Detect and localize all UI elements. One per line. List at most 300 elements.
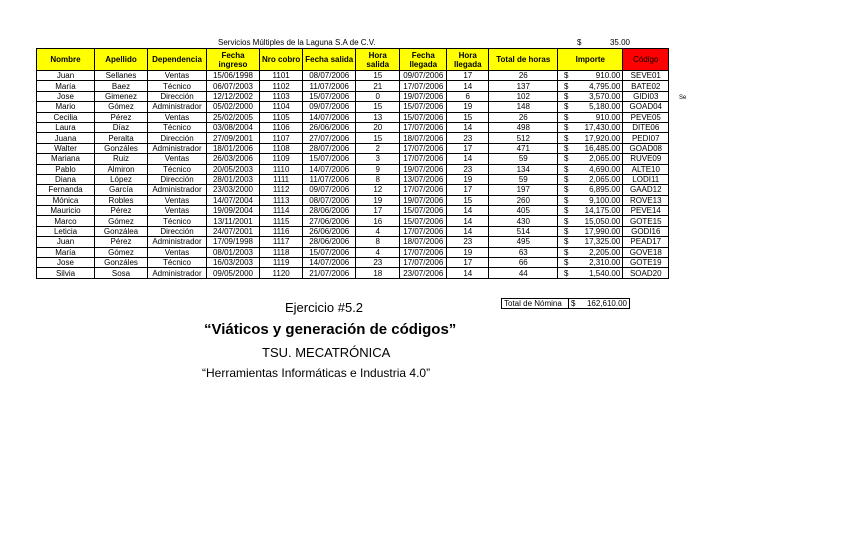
total-label[interactable]: Total de Nómina [502,299,569,309]
cell-nombre[interactable]: María [37,81,95,91]
cell-dependencia[interactable]: Administrador [148,185,207,195]
cell-importe[interactable] [558,91,623,101]
cell-total-horas[interactable]: 471 [489,143,558,153]
importe-currency-symbol: $ [564,227,569,237]
cell-total-horas[interactable]: 102 [489,91,558,101]
table-row [37,268,669,278]
cell-fecha-llegada[interactable]: 17/07/2006 [400,154,447,164]
cell-apellido[interactable]: García [95,185,148,195]
table-row [37,226,669,236]
cell-nombre[interactable]: Diana [37,174,95,184]
cell-nombre[interactable]: Mónica [37,195,95,205]
cell-hora-llegada[interactable]: 17 [447,143,489,153]
cell-fecha-llegada[interactable]: 15/07/2006 [400,102,447,112]
cell-fecha-salida[interactable]: 08/07/2006 [303,71,356,81]
cell-fecha-salida[interactable]: 14/07/2006 [303,258,356,268]
cell-dependencia[interactable]: Técnico [148,122,207,132]
cell-apellido[interactable]: Gimenez [95,91,148,101]
cell-hora-llegada[interactable]: 17 [447,258,489,268]
cell-hora-llegada[interactable]: 19 [447,247,489,257]
importe-value: 910.00 [595,112,621,122]
cell-fecha-llegada[interactable]: 09/07/2006 [400,71,447,81]
cell-nro-cobro[interactable]: 1103 [260,91,303,101]
cell-codigo[interactable]: GOAD04 [623,102,669,112]
cell-hora-salida[interactable]: 18 [356,268,400,278]
cell-importe[interactable] [558,258,623,268]
cell-total-horas[interactable]: 66 [489,258,558,268]
cell-nombre[interactable]: Fernanda [37,185,95,195]
cell-nombre[interactable]: Silvia [37,268,95,278]
cell-importe[interactable] [558,268,623,278]
cell-fecha-llegada[interactable]: 19/07/2006 [400,164,447,174]
cell-apellido[interactable]: Gonzálea [95,226,148,236]
table-row [37,154,669,164]
cell-codigo[interactable]: PEDI07 [623,133,669,143]
cell-codigo[interactable]: GODI16 [623,226,669,236]
cell-importe[interactable] [558,216,623,226]
cell-fecha-llegada[interactable]: 17/07/2006 [400,122,447,132]
table-row [37,133,669,143]
cell-fecha-salida[interactable]: 14/07/2006 [303,112,356,122]
cell-total-horas[interactable]: 59 [489,154,558,164]
table-row [37,174,669,184]
cell-fecha-salida[interactable]: 15/07/2006 [303,247,356,257]
importe-currency-symbol: $ [564,216,569,226]
col-header-apellido[interactable]: Apellido [95,49,148,71]
table-row [37,81,669,91]
cell-codigo[interactable]: GOVE18 [623,247,669,257]
cell-hora-llegada[interactable]: 19 [447,102,489,112]
cell-nro-cobro[interactable]: 1106 [260,122,303,132]
col-header-codigo[interactable]: Código [623,49,669,71]
cell-apellido[interactable]: Sellanes [95,71,148,81]
cell-fecha-ingreso[interactable]: 17/09/1998 [207,237,260,247]
cell-hora-llegada[interactable]: 14 [447,122,489,132]
cell-hora-llegada[interactable]: 17 [447,185,489,195]
cell-nombre[interactable]: Walter [37,143,95,153]
cell-nombre[interactable]: Mariana [37,154,95,164]
cell-dependencia[interactable]: Administrador [148,143,207,153]
cell-importe[interactable] [558,174,623,184]
cell-hora-salida[interactable]: 21 [356,81,400,91]
cell-importe[interactable] [558,81,623,91]
cell-nombre[interactable]: Mauricio [37,206,95,216]
cell-dependencia[interactable]: Ventas [148,247,207,257]
cell-fecha-ingreso[interactable]: 28/01/2003 [207,174,260,184]
importe-value: 2,065.00 [589,175,621,185]
cell-hora-salida[interactable]: 15 [356,71,400,81]
cell-apellido[interactable]: Gómez [95,102,148,112]
cell-codigo[interactable]: SOAD20 [623,268,669,278]
overflow-text: Se [679,95,687,101]
cell-hora-salida[interactable]: 8 [356,174,400,184]
cell-hora-salida[interactable]: 4 [356,247,400,257]
cell-hora-llegada[interactable]: 15 [447,195,489,205]
cell-fecha-llegada[interactable]: 19/07/2006 [400,91,447,101]
table-row [37,195,669,205]
cell-codigo[interactable]: LODI11 [623,174,669,184]
cell-hora-salida[interactable]: 20 [356,122,400,132]
cell-fecha-salida[interactable]: 11/07/2006 [303,174,356,184]
cell-fecha-ingreso[interactable]: 26/03/2006 [207,154,260,164]
cell-fecha-ingreso[interactable]: 24/07/2001 [207,226,260,236]
cell-importe[interactable] [558,71,623,81]
cell-hora-salida[interactable]: 0 [356,91,400,101]
cell-fecha-llegada[interactable]: 13/07/2006 [400,174,447,184]
cell-apellido[interactable]: Sosa [95,268,148,278]
importe-value: 17,430.00 [584,123,621,133]
cell-importe[interactable] [558,154,623,164]
cell-importe[interactable] [558,143,623,153]
cell-codigo[interactable]: GOAD08 [623,143,669,153]
cell-apellido[interactable]: Baez [95,81,148,91]
cell-total-horas[interactable]: 26 [489,112,558,122]
cell-total-horas[interactable]: 197 [489,185,558,195]
cell-nombre[interactable]: Juan [37,237,95,247]
col-header-fecha-llegada[interactable]: Fecha llegada [400,49,447,71]
cell-fecha-ingreso[interactable]: 06/07/2003 [207,81,260,91]
importe-value: 17,325.00 [584,237,621,247]
cell-fecha-llegada[interactable]: 15/07/2006 [400,112,447,122]
cell-fecha-ingreso[interactable]: 13/11/2001 [207,216,260,226]
cell-nombre[interactable]: Mario [37,102,95,112]
cell-hora-llegada[interactable]: 14 [447,154,489,164]
cell-fecha-ingreso[interactable]: 14/07/2004 [207,195,260,205]
cell-fecha-salida[interactable]: 09/07/2006 [303,102,356,112]
cell-importe[interactable] [558,102,623,112]
cell-dependencia[interactable]: Dirección [148,91,207,101]
cell-fecha-ingreso[interactable]: 03/08/2004 [207,122,260,132]
cell-total-horas[interactable]: 26 [489,71,558,81]
cell-dependencia[interactable]: Dirección [148,226,207,236]
table-row [37,164,669,174]
cell-codigo[interactable]: SEVE01 [623,71,669,81]
cell-nro-cobro[interactable]: 1108 [260,143,303,153]
cell-total-horas[interactable]: 514 [489,226,558,236]
col-header-dependencia[interactable]: Dependencia [148,49,207,71]
cell-nro-cobro[interactable]: 1111 [260,174,303,184]
cell-dependencia[interactable]: Dirección [148,174,207,184]
importe-currency-symbol: $ [564,154,569,164]
table-row [37,237,669,247]
cell-hora-salida[interactable]: 13 [356,112,400,122]
cell-dependencia[interactable]: Ventas [148,154,207,164]
cell-importe[interactable] [558,133,623,143]
cell-nro-cobro[interactable]: 1117 [260,237,303,247]
cell-fecha-ingreso[interactable]: 27/09/2001 [207,133,260,143]
cell-apellido[interactable]: Ruiz [95,154,148,164]
importe-currency-symbol: $ [564,133,569,143]
importe-value: 5,180.00 [589,102,621,112]
cell-hora-salida[interactable]: 23 [356,258,400,268]
cell-fecha-salida[interactable]: 11/07/2006 [303,81,356,91]
cell-dependencia[interactable]: Ventas [148,206,207,216]
cell-dependencia[interactable]: Administrador [148,102,207,112]
cell-fecha-ingreso[interactable]: 18/01/2006 [207,143,260,153]
cell-hora-llegada[interactable]: 14 [447,226,489,236]
cell-fecha-ingreso[interactable]: 12/12/2002 [207,91,260,101]
importe-currency-symbol: $ [564,195,569,205]
cell-total-horas[interactable]: 430 [489,216,558,226]
importe-value: 4,690.00 [589,164,621,174]
cell-fecha-llegada[interactable]: 15/07/2006 [400,206,447,216]
cell-fecha-salida[interactable]: 28/07/2006 [303,143,356,153]
importe-value: 910.00 [595,71,621,81]
cell-total-horas[interactable]: 63 [489,247,558,257]
cell-total-horas[interactable]: 405 [489,206,558,216]
cell-dependencia[interactable]: Administrador [148,237,207,247]
cell-hora-salida[interactable]: 3 [356,154,400,164]
cell-apellido[interactable]: López [95,174,148,184]
cell-codigo[interactable]: GOTE15 [623,216,669,226]
col-header-hora-salida[interactable]: Hora salida [356,49,400,71]
cell-fecha-ingreso[interactable]: 25/02/2005 [207,112,260,122]
cell-nro-cobro[interactable]: 1102 [260,81,303,91]
importe-currency-symbol: $ [564,185,569,195]
col-header-fecha-salida[interactable]: Fecha salida [303,49,356,71]
cell-dependencia[interactable]: Administrador [148,268,207,278]
cell-nombre[interactable]: Jose [37,91,95,101]
importe-value: 14,175.00 [584,206,621,216]
cell-dependencia[interactable]: Técnico [148,81,207,91]
cell-fecha-salida[interactable]: 21/07/2006 [303,268,356,278]
cell-codigo[interactable]: ALTE10 [623,164,669,174]
cell-total-horas[interactable]: 260 [489,195,558,205]
cell-importe[interactable] [558,237,623,247]
cell-fecha-llegada[interactable]: 17/07/2006 [400,185,447,195]
cell-fecha-salida[interactable]: 08/07/2006 [303,195,356,205]
cell-hora-salida[interactable]: 15 [356,102,400,112]
importe-currency-symbol: $ [564,268,569,278]
importe-value: 16,485.00 [584,143,621,153]
document-title: “Viáticos y generación de códigos” [204,321,457,338]
cell-hora-llegada[interactable]: 17 [447,71,489,81]
cell-codigo[interactable]: GAAD12 [623,185,669,195]
cell-fecha-llegada[interactable]: 17/07/2006 [400,247,447,257]
cell-apellido[interactable]: Pérez [95,237,148,247]
cell-apellido[interactable]: Gómez [95,247,148,257]
cell-hora-salida[interactable]: 4 [356,226,400,236]
col-header-nro-cobro[interactable]: Nro cobro [260,49,303,71]
cell-importe[interactable] [558,164,623,174]
cell-hora-llegada[interactable]: 6 [447,91,489,101]
cell-total-horas[interactable]: 498 [489,122,558,132]
col-header-total-horas[interactable]: Total de horas [489,49,558,71]
importe-currency-symbol: $ [564,81,569,91]
cell-fecha-ingreso[interactable]: 08/01/2003 [207,247,260,257]
cell-fecha-ingreso[interactable]: 19/09/2004 [207,206,260,216]
cell-importe[interactable] [558,247,623,257]
cell-fecha-llegada[interactable]: 18/07/2006 [400,237,447,247]
cell-nro-cobro[interactable]: 1112 [260,185,303,195]
cell-nro-cobro[interactable]: 1104 [260,102,303,112]
cell-nro-cobro[interactable]: 1113 [260,195,303,205]
cell-apellido[interactable]: Gómez [95,216,148,226]
cell-apellido[interactable]: Almiron [95,164,148,174]
col-header-nombre[interactable]: Nombre [37,49,95,71]
cell-fecha-salida[interactable]: 15/07/2006 [303,91,356,101]
col-header-importe[interactable]: Importe [558,49,623,71]
cell-hora-llegada[interactable]: 14 [447,268,489,278]
cell-codigo[interactable]: DITE06 [623,122,669,132]
cell-fecha-ingreso[interactable]: 09/05/2000 [207,268,260,278]
cell-apellido[interactable]: Díaz [95,122,148,132]
cell-codigo[interactable]: BATE02 [623,81,669,91]
cell-fecha-llegada[interactable]: 17/07/2006 [400,226,447,236]
cell-importe[interactable] [558,195,623,205]
cell-nro-cobro[interactable]: 1114 [260,206,303,216]
cell-importe[interactable] [558,226,623,236]
cell-fecha-salida[interactable]: 09/07/2006 [303,185,356,195]
exercise-label: Ejercicio #5.2 [285,300,364,315]
cell-total-horas[interactable]: 495 [489,237,558,247]
cell-dependencia[interactable]: Técnico [148,258,207,268]
cell-hora-salida[interactable]: 19 [356,195,400,205]
table-row [37,71,669,81]
cell-nro-cobro[interactable]: 1109 [260,154,303,164]
cell-hora-salida[interactable]: 16 [356,216,400,226]
cell-nombre[interactable]: Laura [37,122,95,132]
cell-fecha-salida[interactable]: 28/06/2006 [303,206,356,216]
importe-value: 2,065.00 [589,154,621,164]
cell-dependencia[interactable]: Ventas [148,195,207,205]
cell-apellido[interactable]: Pérez [95,206,148,216]
cell-total-horas[interactable]: 512 [489,133,558,143]
cell-nro-cobro[interactable]: 1119 [260,258,303,268]
table-row [37,206,669,216]
cell-fecha-llegada[interactable]: 18/07/2006 [400,133,447,143]
cell-apellido[interactable]: Gonzáles [95,143,148,153]
cell-importe[interactable] [558,122,623,132]
cell-codigo[interactable]: ROVE13 [623,195,669,205]
cell-codigo[interactable]: PEVE05 [623,112,669,122]
cell-fecha-llegada[interactable]: 17/07/2006 [400,81,447,91]
cell-hora-llegada[interactable]: 14 [447,216,489,226]
cell-nombre[interactable]: Cecilia [37,112,95,122]
cell-hora-llegada[interactable]: 23 [447,133,489,143]
cell-importe[interactable] [558,112,623,122]
cell-total-horas[interactable]: 134 [489,164,558,174]
cell-fecha-ingreso[interactable]: 15/06/1998 [207,71,260,81]
cell-total-horas[interactable]: 137 [489,81,558,91]
importe-currency-symbol: $ [564,102,569,112]
cell-fecha-salida[interactable]: 26/06/2006 [303,122,356,132]
cell-hora-llegada[interactable]: 14 [447,206,489,216]
cell-fecha-salida[interactable]: 15/07/2006 [303,154,356,164]
cell-fecha-llegada[interactable]: 23/07/2006 [400,268,447,278]
cell-total-horas[interactable]: 59 [489,174,558,184]
cell-fecha-llegada[interactable]: 15/07/2006 [400,216,447,226]
cell-nombre[interactable]: Jose [37,258,95,268]
cell-total-horas[interactable]: 44 [489,268,558,278]
cell-nombre[interactable]: Leticia [37,226,95,236]
cell-codigo[interactable]: RUVE09 [623,154,669,164]
cell-dependencia[interactable]: Dirección [148,133,207,143]
cell-apellido[interactable]: Pérez [95,112,148,122]
cell-fecha-salida[interactable]: 26/06/2006 [303,226,356,236]
cell-importe[interactable] [558,185,623,195]
cell-hora-salida[interactable]: 2 [356,143,400,153]
cell-nro-cobro[interactable]: 1115 [260,216,303,226]
cell-nombre[interactable]: María [37,247,95,257]
cell-hora-salida[interactable]: 8 [356,237,400,247]
cell-codigo[interactable]: GOTE19 [623,258,669,268]
cell-nombre[interactable]: Juan [37,71,95,81]
cell-fecha-ingreso[interactable]: 23/03/2000 [207,185,260,195]
table-row [37,258,669,268]
cell-hora-salida[interactable]: 12 [356,185,400,195]
cell-dependencia[interactable]: Técnico [148,164,207,174]
table-row [37,143,669,153]
cell-nro-cobro[interactable]: 1107 [260,133,303,143]
cell-fecha-salida[interactable]: 14/07/2006 [303,164,356,174]
cell-fecha-salida[interactable]: 28/06/2006 [303,237,356,247]
cell-dependencia[interactable]: Ventas [148,71,207,81]
cell-codigo[interactable]: PEAD17 [623,237,669,247]
cell-fecha-salida[interactable]: 27/07/2006 [303,133,356,143]
col-header-hora-llegada[interactable]: Hora llegada [447,49,489,71]
cell-apellido[interactable]: Gonzáles [95,258,148,268]
cell-nombre[interactable]: Juana [37,133,95,143]
subject-label: “Herramientas Informáticas e Industria 4.0” [202,366,431,380]
cell-codigo[interactable]: PEVE14 [623,206,669,216]
cell-fecha-ingreso[interactable]: 16/03/2003 [207,258,260,268]
cell-fecha-ingreso[interactable]: 05/02/2000 [207,102,260,112]
cell-hora-llegada[interactable]: 15 [447,112,489,122]
cell-importe[interactable] [558,206,623,216]
cell-fecha-llegada[interactable]: 19/07/2006 [400,195,447,205]
importe-currency-symbol: $ [564,143,569,153]
cell-hora-salida[interactable]: 9 [356,164,400,174]
importe-value: 9,100.00 [589,195,621,205]
cell-codigo[interactable]: GIDI03 [623,91,669,101]
hourly-rate-value[interactable]: 35.00 [609,38,630,47]
cell-nro-cobro[interactable]: 1116 [260,226,303,236]
cell-dependencia[interactable]: Ventas [148,112,207,122]
importe-currency-symbol: $ [564,237,569,247]
cell-nombre[interactable]: Pablo [37,164,95,174]
cell-apellido[interactable]: Robles [95,195,148,205]
cell-nombre[interactable]: Marco [37,216,95,226]
cell-dependencia[interactable]: Técnico [148,216,207,226]
cell-hora-llegada[interactable]: 23 [447,164,489,174]
cell-total-horas[interactable]: 148 [489,102,558,112]
cell-nro-cobro[interactable]: 1105 [260,112,303,122]
col-header-fecha-ingreso[interactable]: Fecha ingreso [207,49,260,71]
cell-nro-cobro[interactable]: 1120 [260,268,303,278]
cell-fecha-ingreso[interactable]: 20/05/2003 [207,164,260,174]
cell-hora-llegada[interactable]: 14 [447,81,489,91]
cell-hora-llegada[interactable]: 19 [447,174,489,184]
total-value: 162,610.00 [586,299,627,308]
importe-value: 15,050.00 [584,216,621,226]
importe-currency-symbol: $ [564,71,569,81]
company-name: Servicios Múltiples de la Laguna S.A de C.V. [218,38,376,47]
importe-currency-symbol: $ [564,123,569,133]
cell-hora-salida[interactable]: 17 [356,206,400,216]
cell-fecha-salida[interactable]: 27/06/2006 [303,216,356,226]
cell-nro-cobro[interactable]: 1110 [260,164,303,174]
total-value-cell[interactable] [569,299,630,309]
cell-fecha-llegada[interactable]: 17/07/2006 [400,143,447,153]
importe-value: 3,570.00 [589,91,621,101]
cell-nro-cobro[interactable]: 1101 [260,71,303,81]
cell-nro-cobro[interactable]: 1118 [260,247,303,257]
cell-hora-llegada[interactable]: 23 [447,237,489,247]
cell-hora-salida[interactable]: 15 [356,133,400,143]
cell-apellido[interactable]: Peralta [95,133,148,143]
cell-fecha-llegada[interactable]: 17/07/2006 [400,258,447,268]
